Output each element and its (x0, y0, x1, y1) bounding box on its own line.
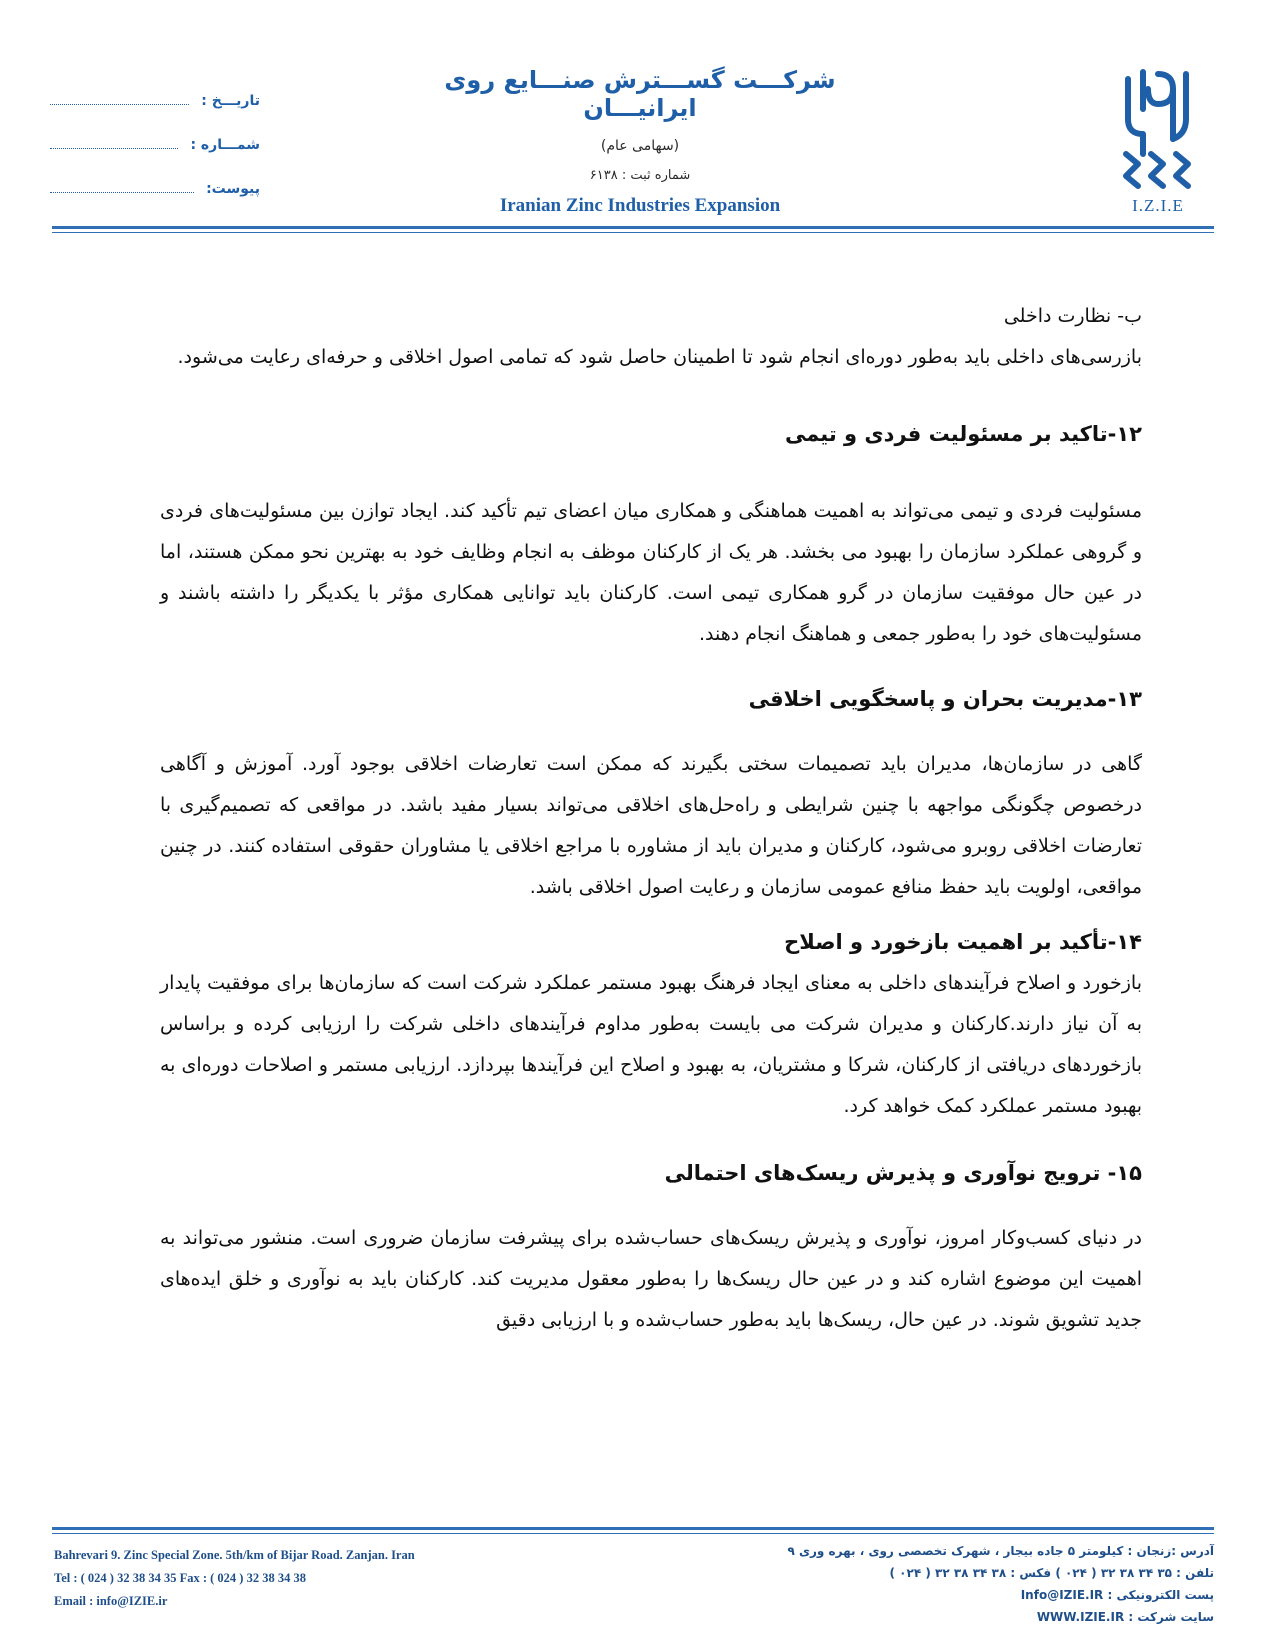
footer-phone-fa: تلفن : ۳۵ ۳۴ ۳۸ ۳۲ ( ۰۲۴ ) فکس : ۳۸ ۳۴ ۳۸ ۳۲ ( ۰۲۴ ) (889, 1566, 1214, 1580)
number-dotted-line (50, 136, 178, 149)
section-12-heading: ۱۲-تاکید بر مسئولیت فردی و تیمی (784, 422, 1142, 446)
header-rule-thin (52, 232, 1214, 233)
number-field (50, 136, 260, 180)
attachment-dotted-line (50, 180, 194, 193)
section-b-title: ب- نظارت داخلی (1003, 305, 1142, 327)
footer-rule-thick (52, 1527, 1214, 1530)
footer-email-fa: پست الکترونیکی : Info@IZIE.IR (1020, 1588, 1214, 1602)
izie-logo-mark-icon (1118, 64, 1198, 194)
section-b-text: بازرسی‌های داخلی باید به‌طور دوره‌ای انجام شود تا اطمینان حاصل شود که تمامی اصول اخلاقی و حرفه‌ای رعایت می‌شود. (177, 346, 1142, 368)
section-12-text: مسئولیت فردی و تیمی می‌تواند به اهمیت هماهنگی و همکاری میان اعضای تیم تأکید کند. ایجاد توازن بین مسئولیت‌های فردی و گروهی عملکرد سازمان را بهبود می بخشد. هر یک از کارکنان موظف به انجام وظایف خود به بهترین نحو ممکن هستند، اما در عین حال موفقیت سازمان در گرو همکاری تیمی است. کارکنان باید توانایی همکاری مؤثر با یکدیگر را داشته باشند و مسئولیت‌های خود را به‌طور جمعی و هماهنگ انجام دهند. (160, 500, 1142, 645)
document-body (160, 296, 1142, 1341)
section-14-heading: ۱۴-تأکید بر اهمیت بازخورد و اصلاح (784, 930, 1142, 954)
header-rule-thick (52, 226, 1214, 229)
date-dotted-line (50, 92, 189, 105)
letterhead (0, 0, 1275, 240)
company-type: (سهامی عام) (600, 138, 680, 154)
section-14-text: بازخورد و اصلاح فرآیندهای داخلی به معنای ایجاد فرهنگ بهبود مستمر عملکرد شرکت است که سازمان‌ها برای موفقیت پایدار به آن نیاز دارند.کارکنان و مدیران شرکت می بایست به‌طور مداوم فرآیندهای داخلی شرکت را ارزیابی کرده و براساس بازخوردهای دریافتی از کارکنان، شرکا و مشتریان، به بهبود و اصلاح این فرآیندها بپردازد. ارزیابی مستمر و اصلاحات دوره‌ای به بهبود مستمر عملکرد کمک خواهد کرد. (160, 972, 1142, 1117)
registration-number: شماره ثبت : ۶۱۳۸ (589, 168, 691, 183)
date-label: تاریـــخ : (201, 93, 260, 109)
company-block (430, 66, 850, 217)
footer-phone-en: Tel : ( 024 ) 32 38 34 35 Fax : ( 024 ) 32 38 34 38 (54, 1571, 306, 1585)
footer-persian (760, 1540, 1214, 1628)
section-15-heading: ۱۵- ترویج نوآوری و پذیرش ریسک‌های احتمالی (664, 1161, 1142, 1185)
company-name-fa: شرکـــت گســـترش صنـــایع روی ایرانیـــان (444, 66, 836, 122)
company-name-en: Iranian Zinc Industries Expansion (499, 195, 781, 216)
logo-text: I.Z.I.E (1132, 196, 1184, 215)
attachment-label: پیوست: (206, 181, 260, 197)
footer-address-en: Bahrevari 9. Zinc Special Zone. 5th/km of Bijar Road. Zanjan. Iran (54, 1548, 415, 1562)
section-15-text: در دنیای کسب‌وکار امروز، نوآوری و پذیرش ریسک‌های حساب‌شده برای پیشرفت سازمان ضروری است. منشور می‌تواند به اهمیت این موضوع اشاره کند و در عین حال ریسک‌ها را به‌طور معقول مدیریت کند. کارکنان باید به نوآوری و خلق ایده‌های جدید تشویق شوند. در عین حال، ریسک‌ها باید به‌طور حساب‌شده و با ارزیابی دقیق (160, 1227, 1142, 1331)
footer-english (54, 1544, 574, 1613)
footer-rule-thin (52, 1533, 1214, 1534)
footer-email-en: Email : info@IZIE.ir (54, 1594, 168, 1608)
section-13-text: گاهی در سازمان‌ها، مدیران باید تصمیمات سختی بگیرند که ممکن است تعارضات اخلاقی بوجود آورد. آموزش و آگاهی درخصوص چگونگی مواجهه با چنین شرایطی و راه‌حل‌های اخلاقی می‌تواند بسیار مفید باشد. در مواقعی که تصمیم‌گیری با تعارضات اخلاقی روبرو می‌شود، کارکنان و مدیران باید از مشاوره با مراجع اخلاقی یا مشاوران حقوقی استفاده کنند. در چنین مواقعی، اولویت باید حفظ منافع عمومی سازمان و رعایت اصول اخلاقی باشد. (160, 753, 1142, 898)
number-label: شمـــاره : (190, 137, 260, 153)
section-13-heading: ۱۳-مدیریت بحران و پاسخگویی اخلاقی (748, 687, 1142, 711)
footer-website-fa: سایت شرکت : WWW.IZIE.IR (1036, 1610, 1214, 1624)
footer-address-fa: آدرس :زنجان : کیلومتر ۵ جاده بیجار ، شهرک تخصصی روی ، بهره وری ۹ (787, 1544, 1214, 1558)
letter-meta (50, 92, 260, 224)
attachment-field (50, 180, 260, 224)
date-field (50, 92, 260, 136)
